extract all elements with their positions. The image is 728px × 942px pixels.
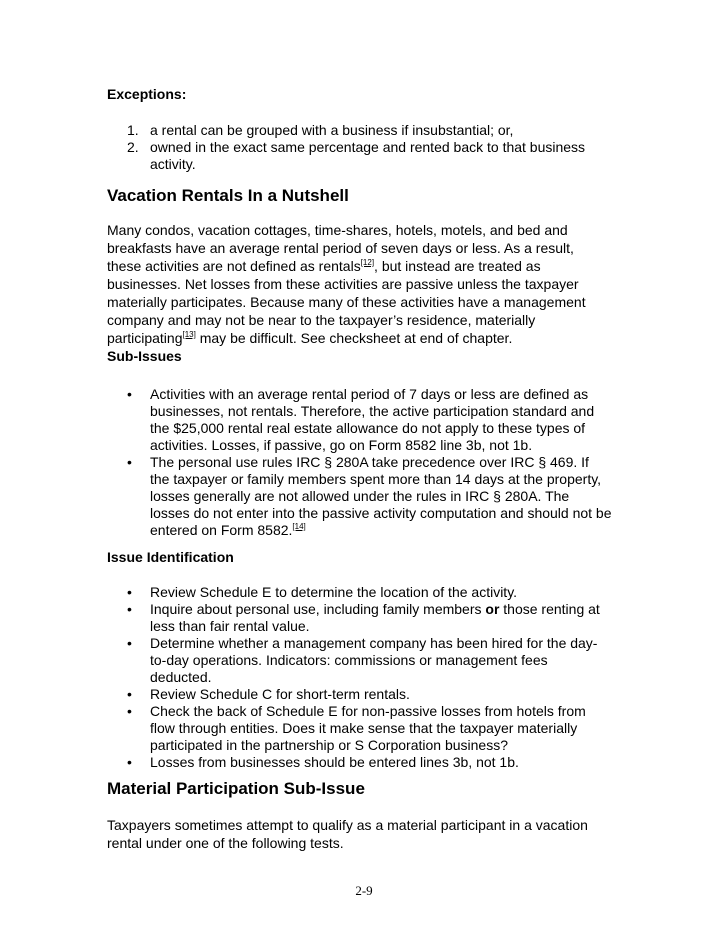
text-run: those renting at xyxy=(499,601,600,617)
paragraph-line xyxy=(107,257,627,275)
paragraph-line: company and may not be near to the taxpayer’s residence, materially xyxy=(107,312,536,328)
list-item-text: flow through entities. Does it make sense that the taxpayer materially xyxy=(150,720,578,736)
section-heading-material-participation: Material Participation Sub-Issue xyxy=(107,779,365,798)
list-item-text: deducted. xyxy=(150,669,212,685)
list-item-text: losses generally are not allowed under the rules in IRC § 280A. The xyxy=(150,488,570,504)
list-item-text: Review Schedule C for short-term rentals. xyxy=(150,686,410,702)
bullet-icon: • xyxy=(127,686,132,702)
issue-identification-heading: Issue Identification xyxy=(107,549,234,565)
issue-identification-list xyxy=(107,584,637,771)
list-item xyxy=(107,454,637,539)
text-run: entered on Form 8582. xyxy=(150,522,293,538)
paragraph-line: Many condos, vacation cottages, time-shares, hotels, motels, and bed and xyxy=(107,222,568,238)
bullet-icon: • xyxy=(127,754,132,770)
list-item-text: Determine whether a management company has been hired for the day- xyxy=(150,635,598,651)
subissues-heading: Sub-Issues xyxy=(107,348,182,364)
list-item-text: losses do not enter into the passive activity computation and should not be xyxy=(150,505,612,521)
list-item xyxy=(107,139,637,173)
list-number: 2. xyxy=(127,139,139,155)
bullet-icon: • xyxy=(127,584,132,600)
bullet-icon: • xyxy=(127,635,132,651)
footnote-link-13[interactable]: [13] xyxy=(182,330,196,339)
list-item-text: Activities with an average rental period of 7 days or less are defined as xyxy=(150,386,589,402)
list-item-text: Review Schedule E to determine the location of the activity. xyxy=(150,584,518,600)
list-item xyxy=(107,601,637,635)
footnote-link-12[interactable]: [12] xyxy=(360,258,375,267)
text-run: , but instead are treated as xyxy=(374,258,541,274)
list-item-text: The personal use rules IRC § 280A take precedence over IRC § 469. If xyxy=(150,454,589,470)
paragraph-line: rental under one of the following tests. xyxy=(107,835,344,851)
exceptions-heading: Exceptions: xyxy=(107,86,187,102)
text-run: participating xyxy=(107,330,183,346)
list-item-text: a rental can be grouped with a business if insubstantial; or, xyxy=(150,122,514,138)
list-item-text: Losses from businesses should be entered lines 3b, not 1b. xyxy=(150,754,519,770)
list-item-text: the taxpayer or family members spent more than 14 days at the property, xyxy=(150,471,602,487)
text-run: these activities are not defined as rentals xyxy=(107,258,361,274)
list-item-text: less than fair rental value. xyxy=(150,618,310,634)
bullet-icon: • xyxy=(127,386,132,402)
list-item-text: participated in the partnership or S Corporation business? xyxy=(150,737,508,753)
list-item-text: the $25,000 rental real estate allowance do not apply to these types of xyxy=(150,420,586,436)
list-item xyxy=(107,754,637,771)
list-item-text: owned in the exact same percentage and rented back to that business xyxy=(150,139,586,155)
text-run: may be difficult. See checksheet at end of chapter. xyxy=(195,330,513,346)
paragraph-line: Taxpayers sometimes attempt to qualify as a material participant in a vacation xyxy=(107,817,588,833)
list-item-text xyxy=(150,601,637,618)
section-heading-vacation-rentals: Vacation Rentals In a Nutshell xyxy=(107,186,349,205)
emphasis-text: or xyxy=(485,601,500,617)
list-item xyxy=(107,584,637,601)
text-run: Inquire about personal use, including family members xyxy=(150,601,486,617)
list-item-text: businesses, not rentals. Therefore, the active participation standard and xyxy=(150,403,595,419)
bullet-icon: • xyxy=(127,601,132,617)
bullet-icon: • xyxy=(127,454,132,470)
list-item xyxy=(107,686,637,703)
paragraph-line: materially participates. Because many of these activities have a management xyxy=(107,294,586,310)
vacation-paragraph xyxy=(107,221,627,347)
paragraph-line: breakfasts have an average rental period of seven days or less. As a result, xyxy=(107,240,574,256)
list-item xyxy=(107,635,637,686)
footnote-link-14[interactable]: [14] xyxy=(292,522,306,531)
list-number: 1. xyxy=(127,122,139,138)
list-item xyxy=(107,703,637,754)
list-item-text: Check the back of Schedule E for non-passive losses from hotels from xyxy=(150,703,586,719)
list-item-text: activity. xyxy=(150,156,196,172)
list-item-text: to-day operations. Indicators: commissions or management fees xyxy=(150,652,548,668)
bullet-icon: • xyxy=(127,703,132,719)
exceptions-list xyxy=(107,122,637,173)
subissues-list xyxy=(107,386,637,539)
list-item xyxy=(107,386,637,454)
list-item-text: activities. Losses, if passive, go on Form 8582 line 3b, not 1b. xyxy=(150,437,533,453)
material-paragraph xyxy=(107,816,627,852)
page-number: 2-9 xyxy=(355,883,373,898)
paragraph-line xyxy=(107,329,627,347)
paragraph-line: businesses. Net losses from these activities are passive unless the taxpayer xyxy=(107,276,579,292)
list-item xyxy=(107,122,637,139)
list-item-text xyxy=(150,522,637,539)
